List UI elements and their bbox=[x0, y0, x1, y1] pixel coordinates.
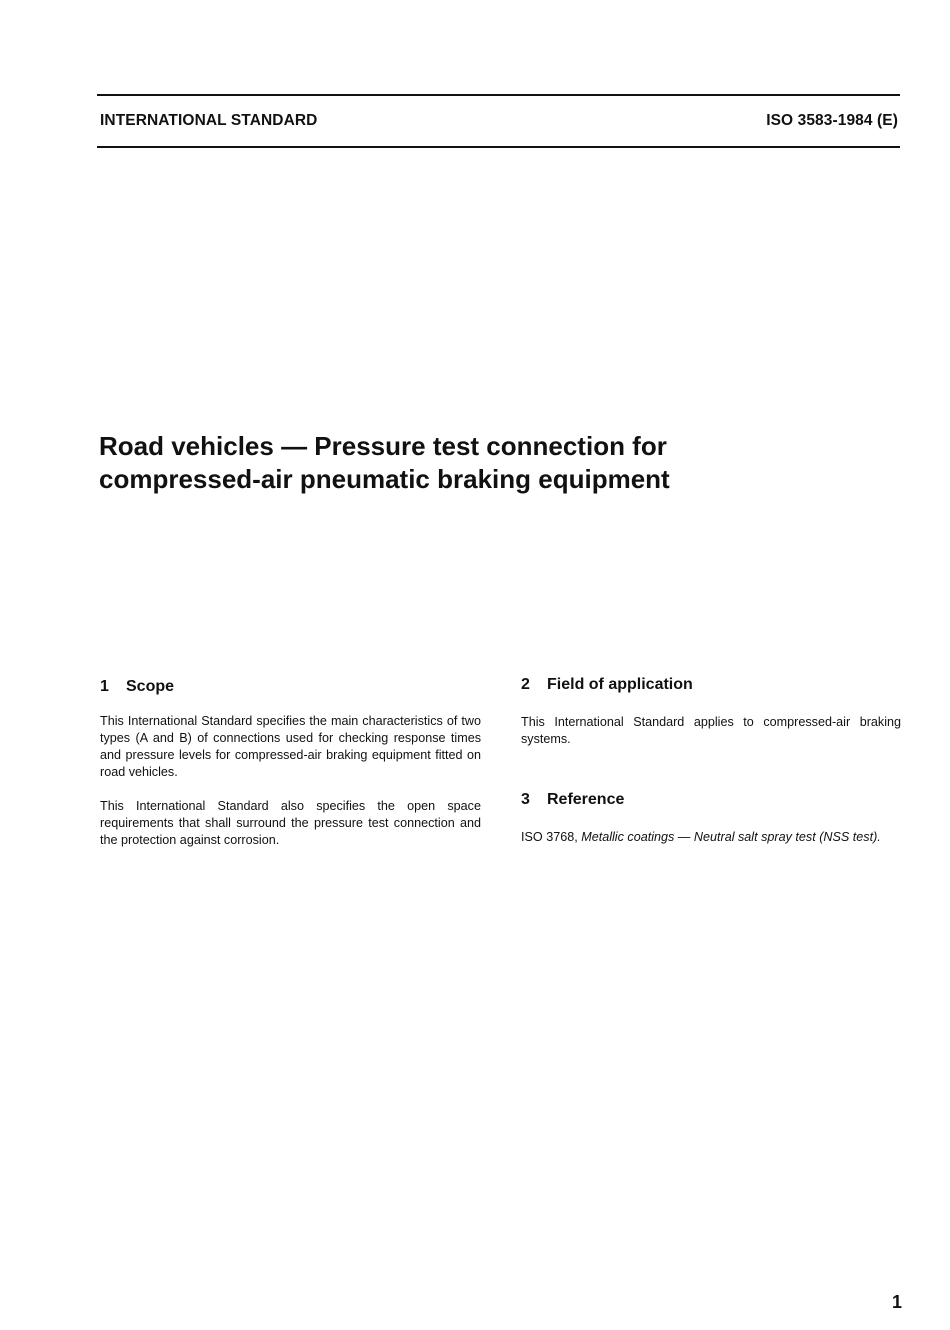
header-bottom-rule bbox=[97, 146, 900, 148]
section-number: 2 bbox=[521, 676, 530, 693]
document-title bbox=[99, 430, 859, 496]
field-paragraph-1: This International Standard applies to compressed-air braking systems. bbox=[521, 715, 901, 746]
section-field-heading bbox=[521, 676, 901, 694]
title-line-2: compressed-air pneumatic braking equipment bbox=[99, 464, 670, 494]
section-title: Scope bbox=[126, 678, 175, 695]
header-top-rule bbox=[97, 94, 900, 96]
title-line-1: Road vehicles — Pressure test connection for bbox=[99, 431, 667, 461]
scope-paragraph-1: This International Standard specifies the main characteristics of two types (A and B) of connections used for checking response times and pressure levels for compressed-air braking equipment fitted on road vehicles. bbox=[100, 714, 481, 779]
scope-paragraph-2: This International Standard also specifies the open space requirements that shall surround the pressure test connection and the protection against corrosion. bbox=[100, 799, 481, 847]
section-number: 3 bbox=[521, 791, 530, 808]
document-type-label: INTERNATIONAL STANDARD bbox=[100, 112, 318, 129]
standard-number: ISO 3583-1984 (E) bbox=[766, 112, 898, 129]
section-title: Field of application bbox=[547, 676, 693, 693]
section-number: 1 bbox=[100, 678, 109, 695]
section-reference-heading bbox=[521, 791, 901, 809]
page-number: 1 bbox=[891, 1292, 902, 1312]
section-title: Reference bbox=[547, 791, 625, 808]
reference-code: ISO 3768, bbox=[521, 830, 578, 844]
reference-entry bbox=[521, 829, 901, 846]
reference-title: Metallic coatings — Neutral salt spray test (NSS test). bbox=[581, 830, 881, 844]
section-scope-heading bbox=[100, 678, 481, 696]
